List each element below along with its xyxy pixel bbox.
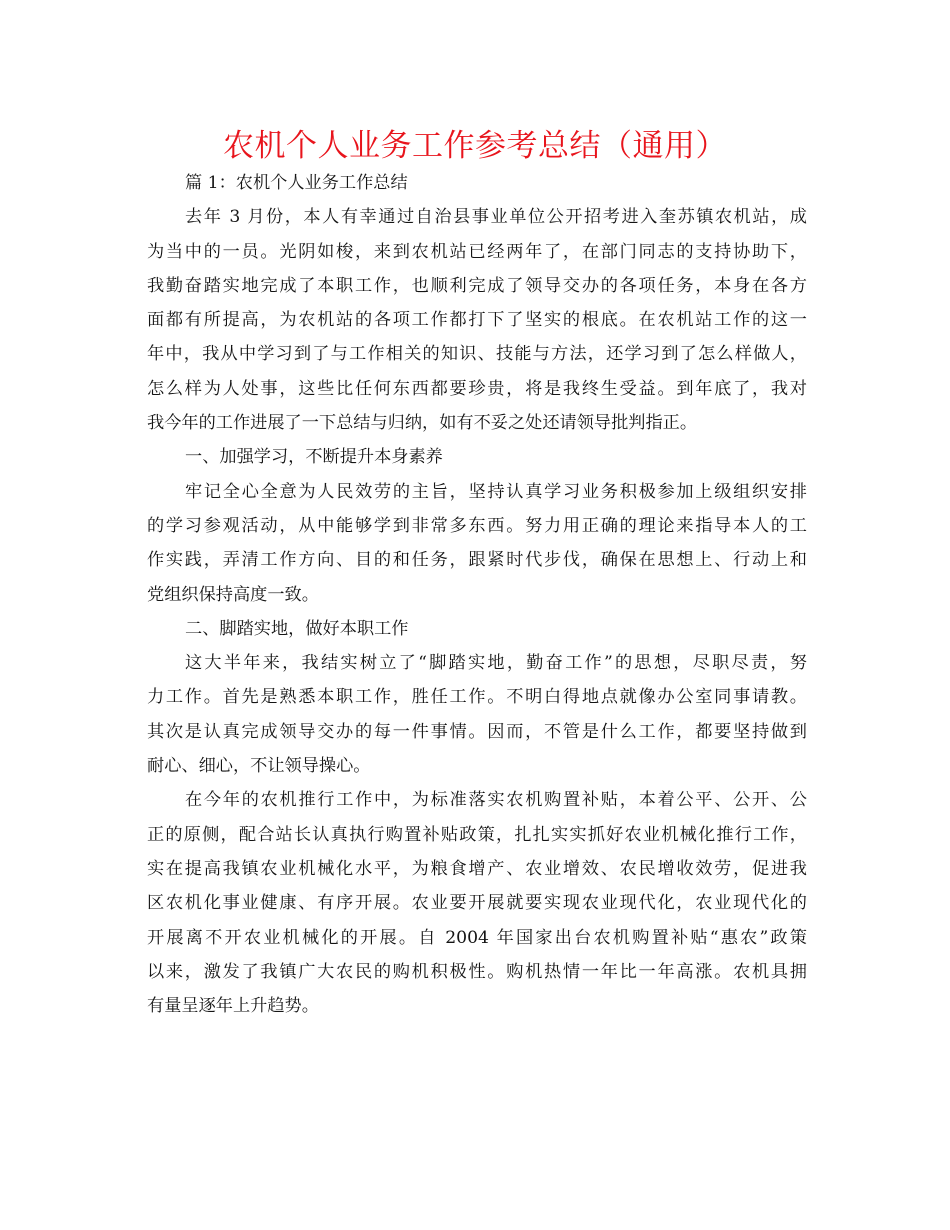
paragraph-line: 我勤奋踏实地完成了本职工作，也顺利完成了领导交办的各项任务，本身在各方 [147, 275, 807, 296]
paragraph-line: 实在提高我镇农业机械化水平，为粮食增产、农业增效、农民增收效劳，促进我 [147, 858, 807, 879]
section-heading-3: 二、脚踏实地，做好本职工作 [185, 618, 409, 639]
paragraph-line: 耐心、细心，不让领导操心。 [147, 756, 371, 777]
paragraph-line: 以来，激发了我镇广大农民的购机积极性。购机热情一年比一年高涨。农机具拥 [147, 961, 807, 982]
paragraph-line: 力工作。首先是熟悉本职工作，胜任工作。不明白得地点就像办公室同事请教。 [147, 687, 807, 708]
document-body [147, 166, 807, 1023]
paragraph-line: 在今年的农机推行工作中，为标准落实农机购置补贴，本着公平、公开、公 [185, 790, 807, 811]
section-heading-2: 一、加强学习，不断提升本身素养 [185, 447, 443, 468]
paragraph-line: 年中，我从中学习到了与工作相关的知识、技能与方法，还学习到了怎么样做人， [147, 344, 807, 365]
paragraph-line: 有量呈逐年上升趋势。 [147, 996, 319, 1017]
paragraph-line: 的学习参观活动，从中能够学到非常多东西。努力用正确的理论来指导本人的工 [147, 515, 807, 536]
document-title: 农机个人业务工作参考总结（通用） [223, 128, 727, 164]
paragraph-line: 面都有所提高，为农机站的各项工作都打下了坚实的根底。在农机站工作的这一 [147, 310, 807, 331]
paragraph-line: 牢记全心全意为人民效劳的主旨，坚持认真学习业务积极参加上级组织安排 [185, 481, 807, 502]
paragraph-line: 党组织保持高度一致。 [147, 584, 319, 605]
paragraph-line: 作实践，弄清工作方向、目的和任务，跟紧时代步伐，确保在思想上、行动上和 [147, 550, 807, 571]
paragraph-line: 其次是认真完成领导交办的每一件事情。因而，不管是什么工作，都要坚持做到 [147, 721, 807, 742]
paragraph-line: 正的原侧，配合站长认真执行购置补贴政策，扎扎实实抓好农业机械化推行工作， [147, 824, 807, 845]
paragraph-line: 为当中的一员。光阴如梭，来到农机站已经两年了，在部门同志的支持协助下， [147, 241, 807, 262]
paragraph-line: 开展离不开农业机械化的开展。自 2004 年国家出台农机购置补贴“惠农”政策 [147, 927, 807, 948]
paragraph-line: 怎么样为人处事，这些比任何东西都要珍贵，将是我终生受益。到年底了，我对 [147, 378, 807, 399]
section-heading-1: 篇 1：农机个人业务工作总结 [185, 173, 408, 193]
paragraph-line: 去年 3 月份，本人有幸通过自治县事业单位公开招考进入奎苏镇农机站，成 [185, 207, 807, 228]
paragraph-line: 区农机化事业健康、有序开展。农业要开展就要实现农业现代化，农业现代化的 [147, 893, 807, 914]
paragraph-line: 我今年的工作进展了一下总结与归纳，如有不妥之处还请领导批判指正。 [147, 413, 698, 434]
paragraph-line: 这大半年来，我结实树立了“脚踏实地，勤奋工作”的思想，尽职尽责，努 [185, 653, 807, 674]
